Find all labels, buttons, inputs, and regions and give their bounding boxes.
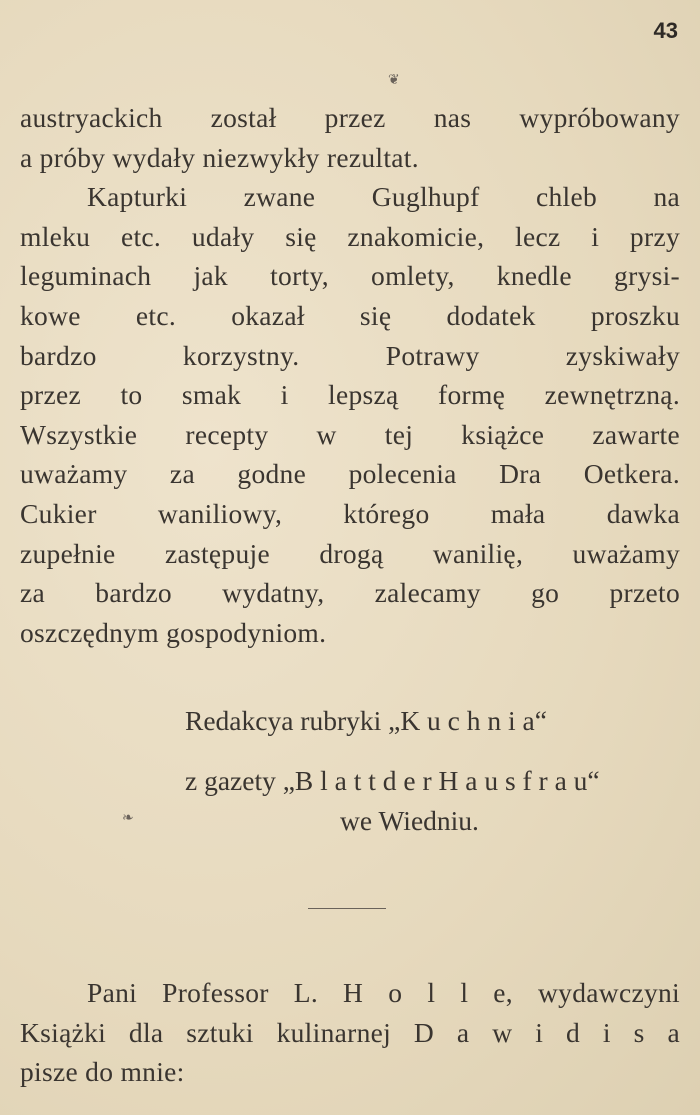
body-line: Kapturki zwane Guglhupf chleb na [87, 181, 680, 213]
body-line: uważamy za godne polecenia Dra Oetkera. [20, 458, 680, 490]
body-line: austryackich został przez nas wypróbowany [20, 102, 680, 133]
body-line: a próby wydały niezwykły rezultat. [20, 141, 419, 173]
ornament-icon: ❧ [122, 810, 134, 826]
signature-line-1: Redakcya rubryki „K u c h n i a“ [185, 705, 547, 736]
body-line: przez to smak i lepszą formę zewnętrzną. [20, 379, 680, 411]
body-line: mleku etc. udały się znakomicie, lecz i przy [20, 220, 680, 252]
page-number: 43 [653, 18, 678, 43]
signature-line-3: we Wiedniu. [340, 805, 479, 836]
divider [308, 908, 386, 909]
footer-line: Pani Professor L. H o l l e, wydawczyni [87, 977, 680, 1008]
footer-text [20, 973, 680, 1092]
body-line: zupełnie zastępuje drogą wanilię, uważamy [20, 537, 680, 569]
footer-line: pisze do mnie: [20, 1056, 185, 1088]
body-line: za bardzo wydatny, zalecamy go przeto [20, 577, 680, 609]
body-line: bardzo korzystny. Potrawy zyskiwały [20, 339, 680, 371]
body-line: Wszystkie recepty w tej książce zawarte [20, 418, 680, 450]
signature-line-2: z gazety „B l a t t d e r H a u s f r a u“ [185, 765, 600, 796]
body-line: oszczędnym gospodyniom. [20, 616, 327, 648]
body-line: leguminach jak torty, omlety, knedle grysi- [20, 260, 680, 292]
body-line: Cukier waniliowy, którego mała dawka [20, 497, 680, 529]
ornament-icon: ❦ [388, 72, 400, 88]
body-text [20, 98, 680, 652]
body-line: kowe etc. okazał się dodatek proszku [20, 299, 680, 331]
footer-line: Książki dla sztuki kulinarnej D a w i d i s a [20, 1016, 680, 1048]
